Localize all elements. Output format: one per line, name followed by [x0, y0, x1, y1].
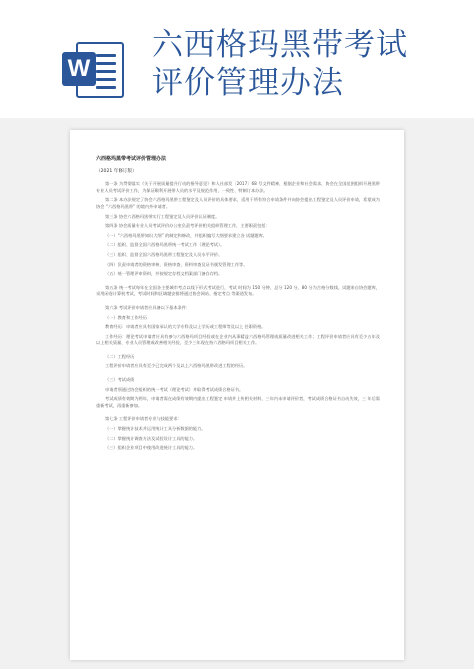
banner-title-line1: 六西格玛黑带考试	[152, 27, 408, 63]
banner-title-line2: 评价管理办法	[152, 65, 344, 101]
paragraph: （五）统一管理评审资料，并按规定存档文档案部门备存存档。	[105, 271, 223, 277]
paragraph: 申请者须通过协会组织的统一考试（理论考试）并取得考试成绩合格证书。	[105, 386, 244, 392]
paragraph: （二）掌握统计调查方法及试验设计工具的能力。	[105, 435, 198, 441]
paragraph: 第四条 协会质量专业人员考试评价办公室负责考评价相关组织管理工作，主要职责包括：	[105, 223, 270, 229]
banner-title	[152, 26, 470, 102]
document-title: 六西格玛黑带考试评价管理办法	[96, 156, 167, 162]
paragraph: 第七条 工程评价申请者专业与技能要求：	[105, 416, 182, 422]
document-content	[96, 156, 380, 455]
paragraph: （四）负责申请者的资格审核、资格审查、资料审查及证书颁发管理工作等。	[105, 261, 248, 267]
paragraph: 第五条 统一考试每年在全国各主要城市考点以线下形式考试进行，考试 时间为 150 分钟，总分 120 分，80 分为合格分数线。试题来自协会题库，采用闭卷计算机考试，考试时间和区域题安排将通过协会网站、指定考点 等渠道发布。	[96, 284, 380, 297]
document-subtitle: （2021 年修订版）	[96, 168, 137, 174]
word-letter-badge: W	[62, 52, 96, 86]
paragraph: 第三条 协会六西格玛黑带实行工程鉴定及人员评价认证制度。	[105, 213, 220, 219]
paragraph: （一）教育和工作经历	[105, 314, 147, 320]
paragraph: （二）工程经历	[105, 353, 135, 359]
document-page	[70, 130, 404, 660]
banner	[0, 0, 474, 118]
paragraph: 工程评价申请者应具有至少已完成两个及以上六西格玛黑带改进工程的经历。	[105, 363, 248, 369]
paragraph: （二）组织、监督全国六西格玛黑带统一考试工作（理论考试）。	[105, 242, 225, 248]
paragraph: （三）组织企业项目中使用改进统计工具的能力。	[105, 445, 198, 451]
paragraph: 考试成绩有效期为两年，申请者需在成绩有效期内提出工程鉴定 申请并上传相关材料，三年内未申请评价者，考试成绩合格证书自动失效，三 年后需重新考试，再重新参加。	[96, 396, 380, 408]
paragraph: 第一条 为贯彻落实《关于开展质量提升行动的指导意见》和人社部发〔2017〕68 号文件精神，根据企业和社会需求，协会在全国范围组织开展黑带专业人员考试评价工作，为保证顺利开展带人员的水平及规范作用，一致性、特制订本办法。	[96, 181, 380, 193]
paragraph: 第二条 本办法规定了协会六西格玛黑带工程鉴定及人员评价的具体要求，适用于所有符合申请条件并向协会提出工程鉴定及人员评价申请，希望成为协会 “六西格玛黑带” 的境内外申请者。	[96, 197, 380, 209]
paragraph: （一）“六西格玛黑带知识大纲” 的制定和修改，并组织编写大纲要求建立各 试题题库。	[105, 232, 267, 238]
paragraph: 教育经历：申请者应具有国家承认的大学专科及以上学历或工程师等及以上 任职资格。	[105, 324, 266, 330]
paragraph: （一）掌握统计技术并运用统计工具分析数据的能力。	[105, 426, 206, 432]
paragraph: （三）组织、监督全国六西格玛黑带工程鉴定及人员水平评价。	[105, 251, 223, 257]
word-document-icon	[62, 40, 126, 100]
paragraph: 工作经历：理论考试申请者应具有参与六西格玛项目经验或在企业内从事精益六西格玛管理或质量改进相关工作；工程评价申请者应具有至少五年及以上相关质量、专业人员管理或改善相关经验，至少三年现在持六西格玛项目相关工作。	[96, 333, 380, 346]
paragraph: 第六条 考试评价申请者应具备以下基本条件：	[105, 304, 191, 310]
paragraph: （三）考试成绩	[105, 377, 135, 383]
